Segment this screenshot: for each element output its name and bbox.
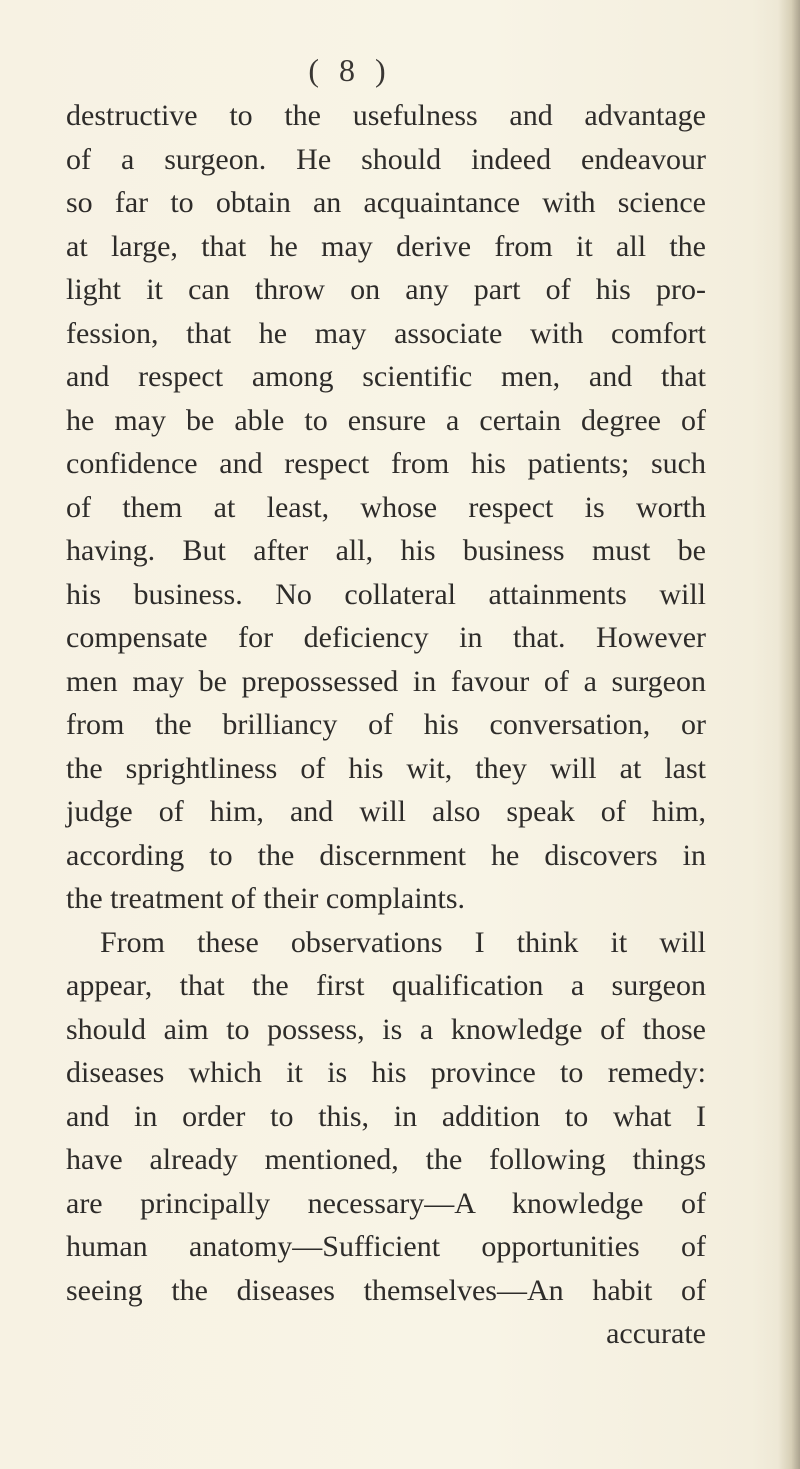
text-line: appear, that the first qualification a surgeon — [66, 969, 706, 1002]
text-line: he may be able to ensure a certain degree of — [66, 403, 706, 437]
text-line: men may be prepossessed in favour of a surgeon — [66, 664, 706, 698]
text-line: should aim to possess, is a knowledge of those — [66, 1012, 706, 1046]
text-line: diseases which it is his province to remedy: — [66, 1056, 706, 1089]
text-line: at large, that he may derive from it all the — [66, 229, 706, 263]
page-number: ( 8 ) — [308, 52, 392, 88]
text-line: and in order to this, in addition to what I — [66, 1099, 706, 1133]
text-line: compensate for deficiency in that. However — [66, 621, 706, 654]
text-line: from the brilliancy of his conversation, or — [66, 708, 706, 741]
text-line: destructive to the usefulness and advantage — [66, 99, 706, 132]
text-line: confidence and respect from his patients; such — [66, 447, 706, 480]
text-line: seeing the diseases themselves—An habit of — [66, 1273, 706, 1307]
page-edge-shadow — [778, 0, 800, 1469]
text-line: of a surgeon. He should indeed endeavour — [66, 142, 706, 176]
text-line: having. But after all, his business must be — [66, 534, 706, 567]
text-line: the sprightliness of his wit, they will at last — [66, 751, 706, 785]
text-line: his business. No collateral attainments will — [66, 577, 706, 611]
text-line: so far to obtain an acquaintance with science — [66, 186, 706, 219]
text-line: light it can throw on any part of his pro- — [66, 273, 706, 306]
text-line: and respect among scientific men, and that — [66, 360, 706, 393]
text-line: the treatment of their complaints. — [66, 882, 466, 915]
catchword: accurate — [606, 1317, 706, 1350]
text-line: judge of him, and will also speak of him, — [66, 795, 706, 828]
text-line: From these observations I think it will — [100, 925, 706, 959]
text-line: according to the discernment he discovers in — [66, 838, 706, 872]
text-line: are principally necessary—A knowledge of — [66, 1186, 706, 1220]
text-line: have already mentioned, the following things — [66, 1143, 706, 1176]
body-text — [66, 94, 706, 1356]
text-line: human anatomy—Sufficient opportunities of — [66, 1230, 706, 1263]
text-line: fession, that he may associate with comfort — [66, 316, 706, 350]
text-line: of them at least, whose respect is worth — [66, 490, 706, 524]
